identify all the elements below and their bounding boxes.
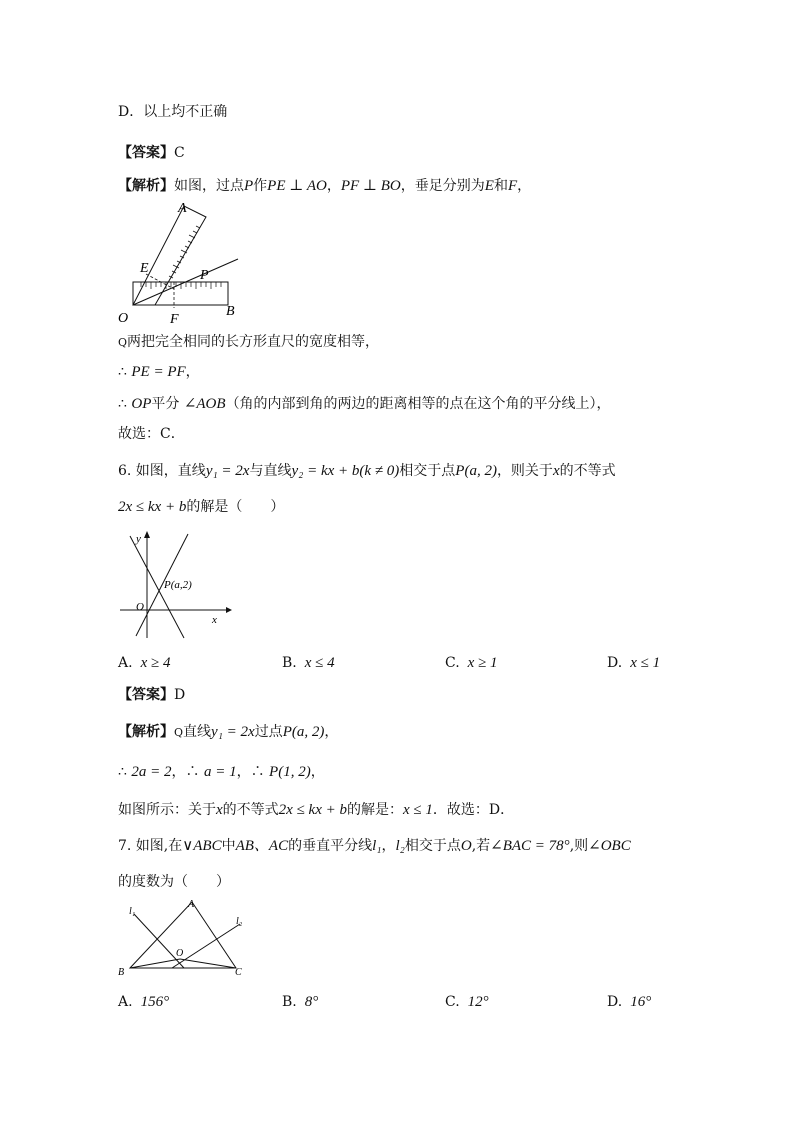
- q5-analysis: 【解析】如图，过点P作PE ⊥ AO，PF ⊥ BO，垂足分别为E和F，: [118, 178, 532, 194]
- q6-option-c: C. x ≥ 1: [445, 655, 498, 671]
- q5-step-2: ∴ PE = PF，: [118, 364, 200, 380]
- analysis-label: 【解析】: [118, 724, 174, 740]
- segment-oc: [180, 959, 236, 968]
- q6-stem-line2: 2x ≤ kx + b的解是（ ）: [118, 499, 285, 515]
- horizontal-ruler-ticks: [141, 282, 221, 289]
- label-a: A: [188, 899, 195, 910]
- label-a: A: [178, 201, 187, 216]
- answer-label: 【答案】: [118, 145, 174, 161]
- perp-bisector-l2: [172, 924, 240, 968]
- q7-stem-line2: 的度数为（ ）: [118, 874, 230, 890]
- answer-value: D: [174, 687, 186, 703]
- label-o: O: [176, 948, 184, 959]
- q6-answer: [118, 685, 185, 705]
- label-l2: l₂: [236, 916, 243, 927]
- q7-option-a: A. 156°: [118, 994, 170, 1010]
- label-p: P: [200, 268, 209, 283]
- q5-ruler-figure: [116, 196, 246, 326]
- q7-option-b: B. 8°: [282, 994, 319, 1010]
- q7-stem-line1: 7. 如图,在∨ABC中AB、AC的垂直平分线l₁，l₂相交于点O,若∠BAC = 78°,则∠OBC: [118, 838, 631, 854]
- tilted-ruler-ticks: [169, 226, 200, 278]
- q6-graph-figure: [116, 530, 236, 640]
- label-c: C: [235, 967, 242, 978]
- q6-option-d: D. x ≤ 1: [607, 655, 661, 671]
- q5-step-3: ∴ OP平分 ∠AOB（角的内部到角的两边的距离相等的点在这个角的平分线上），: [118, 396, 611, 412]
- q5-step-4: 故选：C．: [118, 426, 185, 442]
- label-p: P(a,2): [164, 579, 192, 591]
- q6-step-3: 如图所示：关于x的不等式2x ≤ kx + b的解是：x ≤ 1．故选：D．: [118, 802, 515, 818]
- q6-option-a: A. x ≥ 4: [118, 655, 171, 671]
- q7-option-d: D. 16°: [607, 994, 652, 1010]
- q6-option-b: B. x ≤ 4: [282, 655, 335, 671]
- q6-stem-line1: 6. 如图，直线y₁ = 2x与直线y₂ = kx + b(k ≠ 0)相交于点P(a, 2)，则关于x的不等式: [118, 463, 616, 479]
- q5-answer: [118, 143, 185, 163]
- label-o: O: [118, 311, 129, 326]
- q5-step-1: Q两把完全相同的长方形直尺的宽度相等，: [118, 334, 380, 350]
- analysis-label: 【解析】: [118, 178, 174, 194]
- label-o: O: [136, 601, 144, 613]
- q6-step-2: ∴ 2a = 2，∴ a = 1，∴ P(1, 2)，: [118, 764, 325, 780]
- answer-value: C: [174, 145, 185, 161]
- label-e: E: [140, 261, 149, 276]
- answer-label: 【答案】: [118, 687, 174, 703]
- label-b: B: [226, 304, 235, 319]
- label-b: B: [118, 967, 125, 978]
- q7-option-c: C. 12°: [445, 994, 489, 1010]
- x-axis-arrow: [226, 607, 232, 613]
- q5-option-d: D．以上均不正确: [118, 104, 228, 120]
- q7-triangle-figure: [116, 896, 256, 982]
- label-y: y: [136, 533, 141, 545]
- horizontal-ruler: [133, 282, 228, 305]
- label-l1: l₁: [129, 906, 136, 917]
- label-f: F: [170, 312, 179, 326]
- label-x: x: [212, 614, 217, 626]
- q6-analysis: 【解析】Q直线y₁ = 2x过点P(a, 2)，: [118, 724, 339, 740]
- tilted-ruler: [133, 206, 206, 305]
- y-axis-arrow: [144, 531, 150, 538]
